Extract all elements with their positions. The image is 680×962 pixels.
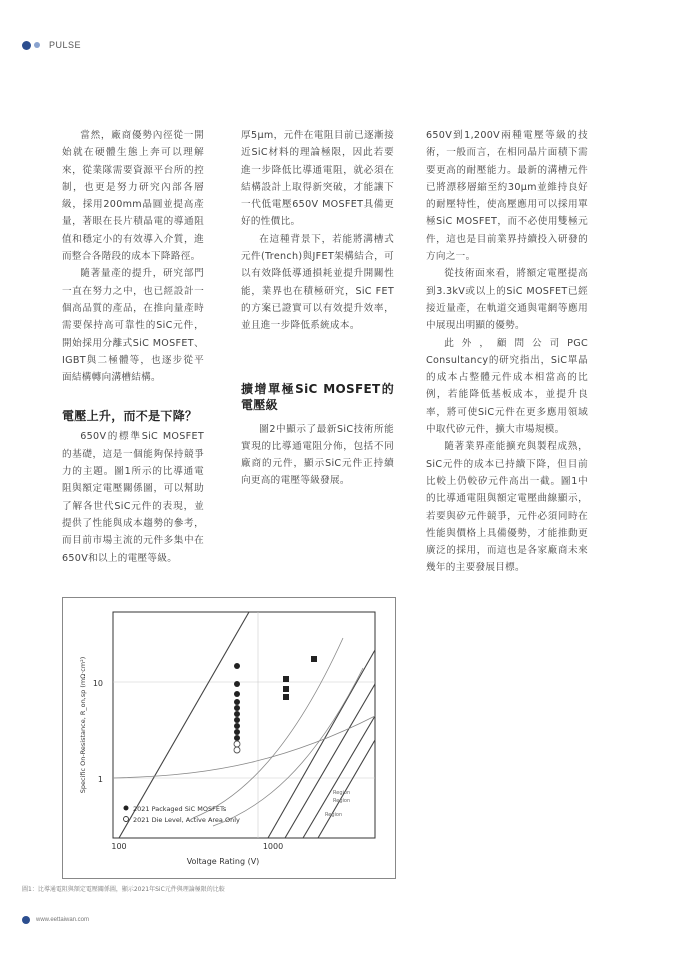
svg-text:Region: Region <box>333 798 351 804</box>
paragraph: 隨著業界產能擴充與製程成熟，SiC元件的成本已持續下降，但目前比較上仍較矽元件高出一截。圖1中的比導通電阻與額定電壓曲線顯示，若要與矽元件競爭，元件必須同時在性能與價格上具備優勢，才能推動更廣泛的採用，而這也是各家廠商未來幾年的主要發展目標。 <box>426 441 588 574</box>
figure-plot <box>63 598 395 878</box>
paragraph: 在這種背景下，若能將溝槽式元件(Trench)與JFET架構結合，可以有效降低導通損耗並提升開關性能，業界也在積極研究，SiC FET的方案已證實可以有效提升效率，並且進一步降低系統成本。 <box>241 233 394 332</box>
paragraph: 厚5μm，元件在電阻目前已逐漸接近SiC材料的理論極限，因此若要進一步降低比導通電阻，就必須在結構設計上取得新突破，才能讓下一代低電壓650V MOSFET具備更好的性價比。 <box>241 130 394 228</box>
section-label: PULSE <box>49 40 82 50</box>
paragraph: 當然，廠商優勢內徑從一開始就在硬體生態上奔可以理解來，從業隊需要資源平台所的控制，也更是努力研究內部各層級，採用200mm晶圓並提高產量，著眼在長片積晶電的導通阻值和穩定小的有效導入介質，進而整合各階段的成本下降路徑。 <box>62 130 204 263</box>
paragraph: 650V的標準SiC MOSFET的基礎，這是一個能夠保持競爭力的主題。圖1所示的比導通電阻與額定電壓關係圖，可以幫助了解各世代SiC元件的表現，並提供了性能與成本趨勢的參考，而目前市場主流的元件多集中在650V和以上的電壓等級。 <box>62 431 204 564</box>
paragraph: 從技術面來看，將額定電壓提高到3.3kV或以上的SiC MOSFET已經接近量產，在軌道交通與電網等應用中展現出明顯的優勢。 <box>426 268 588 332</box>
x-tick-100: 100 <box>111 842 127 851</box>
legend-label-packaged: 2021 Packaged SiC MOSFETs <box>133 805 227 813</box>
svg-text:Region: Region <box>333 790 351 796</box>
y-tick-1: 1 <box>97 775 103 784</box>
packaged-mosfet-points <box>234 656 317 741</box>
paragraph: 隨著量產的提升，研究部門一直在努力之中，也已經設計一個高品質的產品，在推向量產時需要保持高可靠性的SiC元件，開始採用分離式SiC MOSFET、IGBT與二極體等，也逐步從平面結構轉向溝槽結構。 <box>62 268 204 384</box>
die-level-points <box>234 741 240 753</box>
x-axis-label: Voltage Rating (V) <box>186 857 260 866</box>
article-column-3 <box>426 127 588 577</box>
paragraph: 650V到1,200V兩種電壓等級的技術，一般而言，在相同晶片面積下需要更高的耐壓能力。最新的溝槽元件已將漂移層縮至約30μm並維持良好的耐壓特性，使高壓應用可以採用單極SiC MOSFET，而不必使用雙極元件，這也是目前業界持續投入研發的方向之一。 <box>426 130 588 263</box>
y-axis-label: Specific On-Resistance, R_on,sp (mΩ·cm²) <box>79 656 87 794</box>
footer-url[interactable]: www.eettaiwan.com <box>36 917 90 923</box>
header-dot-icon <box>22 41 31 50</box>
svg-text:Region: Region <box>325 812 343 818</box>
section-heading: 電壓上升，而不是下降？ <box>62 409 198 424</box>
page-header <box>22 38 81 52</box>
header-dot-small-icon <box>34 42 40 48</box>
article-column-2 <box>241 127 394 490</box>
x-tick-1000: 1000 <box>262 842 284 851</box>
legend <box>124 805 241 824</box>
section-heading: 擴增單極SiC MOSFET的電壓級 <box>241 381 394 412</box>
paragraph: 圖2中顯示了最新SiC技術所能實現的比導通電阻分佈，包括不同廠商的元件，顯示SiC元件正持續向更高的電壓等級發展。 <box>241 423 394 487</box>
legend-label-die: 2021 Die Level, Active Area Only <box>133 816 240 824</box>
figure-caption: 圖1：比導通電阻與額定電壓關係圖，顯示2021年SiC元件與理論極限的比較 <box>22 886 225 893</box>
page-footer <box>22 916 89 924</box>
article-column-1 <box>62 127 204 567</box>
footer-dot-icon <box>22 916 30 924</box>
paragraph: 此外，顧問公司PGC Consultancy的研究指出，SiC單晶的成本占整體元件成本相當高的比例，若能降低基板成本，並提升良率，將可使SiC元件在更多應用領域中取代矽元件，擴大市場規模。 <box>426 337 588 436</box>
figure-ron-vs-voltage <box>62 597 396 879</box>
y-tick-10: 10 <box>92 679 103 688</box>
